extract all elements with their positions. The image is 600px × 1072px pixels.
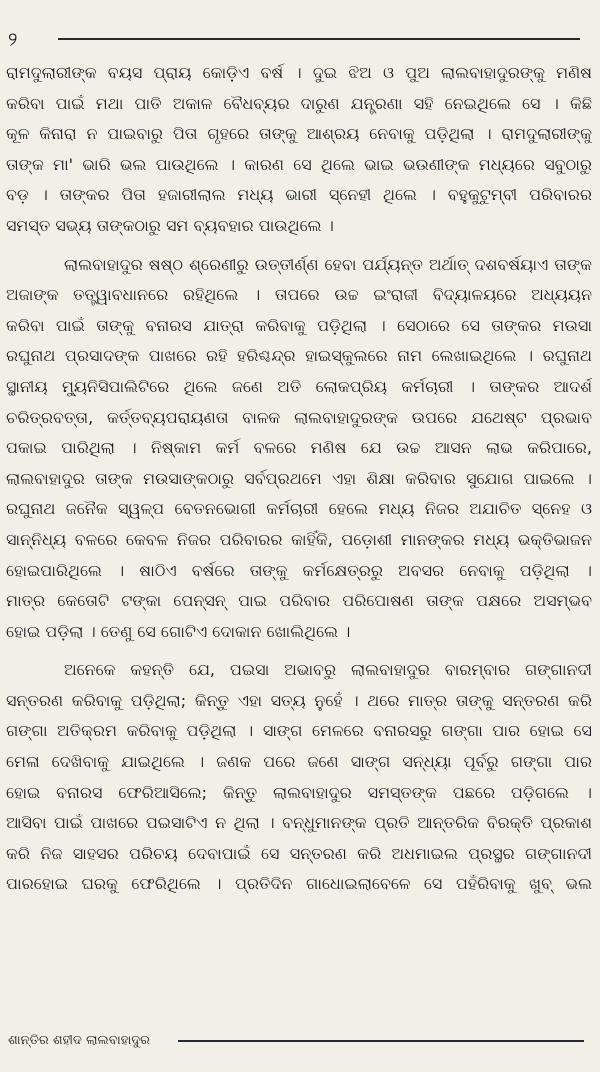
header-rule	[58, 38, 580, 40]
text-line: କରି ନିଜ ସାହସର ପରିଚୟ ଦେବାପାଇଁ ସେ ସନ୍ତରଣ କରି ଅଧମାଇଲ ପ୍ରସ୍ଥର ଗଙ୍ଗାନଦୀ	[6, 843, 592, 863]
text-line: କରିବା ପାଇଁ ତାଙ୍କୁ ବନାରସ ଯାତ୍ରା କରିବାକୁ ପଡ଼ିଥିଲା । ସେଠାରେ ସେ ତାଙ୍କର ମଉସା	[6, 315, 592, 335]
text-line: ମାତ୍ର କେତୋଟି ଟଙ୍କା ପେନ୍‌ସନ୍ ପାଇ ପରିବାର ପରିପୋଷଣ ତାଙ୍କ ପକ୍ଷରେ ଅସମ୍ଭବ	[6, 591, 592, 611]
page-footer	[0, 1030, 600, 1054]
paragraph	[6, 58, 592, 242]
text-line: ବଡ଼ । ତାଙ୍କର ପିତା ହଜାରୀଲାଲ ମଧ୍ୟ ଭାରୀ ସ୍ନେହୀ ଥିଲେ । ବହୁକୁଟୁମ୍ବୀ ପରିବାରର	[6, 185, 592, 205]
text-line: ଗଙ୍ଗା ଅତିକ୍ରମ କରିବାକୁ ପଡ଼ିଥିଲା । ସାଙ୍ଗ ମେଳରେ ବନାରସରୁ ଗଙ୍ଗା ପାର ହୋଇ ସେ	[6, 721, 592, 741]
text-line: ଚରିତ୍ରବତ୍ତା, କର୍ତ୍ତବ୍ୟପରାୟଣତା ବାଳକ ଲାଲବାହାଦୁରଙ୍କ ଉପରେ ଯଥେଷ୍ଟ ପ୍ରଭାବ	[6, 407, 592, 427]
text-line: ପାରହୋଇ ଘରକୁ ଫେରିଥିଲେ । ପ୍ରତିଦିନ ଗାଧୋଇଲାବେଳେ ସେ ପହଁରିବାକୁ ଖୁବ୍ ଭଲ	[6, 874, 592, 894]
text-line: କରିବା ପାଇଁ ମଥା ପାତି ଅକାଳ ବୈଧବ୍ୟର ଦାରୁଣ ଯନ୍ତ୍ରଣା ସହି ନେଇଥିଲେ ସେ । କିଛି	[6, 93, 592, 113]
text-line: ଅଜାଙ୍କ ତତ୍ତ୍ୱାବଧାନରେ ରହିଥିଲେ । ତାପରେ ଉଚ୍ଚ ଇଂରାଜୀ ବିଦ୍ୟାଳୟରେ ଅଧ୍ୟୟନ	[6, 285, 592, 305]
text-line: ଆସିବା ପାଇଁ ପାଖରେ ପଇସାଟିଏ ନ ଥିଲା । ବନ୍ଧୁମାନଙ୍କ ପ୍ରତି ଆନ୍ତରିକ ବିରକ୍ତି ପ୍ରକାଶ	[6, 813, 592, 833]
body-text	[6, 58, 592, 900]
text-line: ହୋଇ ବନାରସ ଫେରିଆସିଲେ; କିନ୍ତୁ ଲାଲବାହାଦୁର ସମସ୍ତଙ୍କ ପଛରେ ପଡ଼ିଗଲେ ।	[6, 782, 592, 802]
text-line: ହୋଇପାରିଥିଲେ । ଷାଠିଏ ବର୍ଷରେ ତାଙ୍କୁ କର୍ମକ୍ଷେତ୍ରରୁ ଅବସର ନେବାକୁ ପଡ଼ିଥିଲା ।	[6, 560, 592, 580]
text-line: ହୋଇ ପଡ଼ିଲା । ତେଣୁ ସେ ଗୋଟିଏ ଦୋକାନ ଖୋଲିଥିଲେ ।	[6, 621, 351, 641]
text-line: ରଘୁନାଥ ଜନୈକ ସ୍ୱଳ୍ପ ବେତନଭୋଗୀ କର୍ମଚାରୀ ହେଲେ ମଧ୍ୟ ନିଜର ଅଯାଚିତ ସ୍ନେହ ଓ	[6, 499, 592, 519]
text-line: ସ୍ଥାନୀୟ ମ୍ୟୁନିସିପାଲିଟିରେ ଥିଲେ ଜଣେ ଅତି ଲୋକପ୍ରିୟ କର୍ମଚାରୀ । ତାଙ୍କର ଆଦର୍ଶ	[6, 376, 592, 396]
text-line: ମେଳା ଦେଖିବାକୁ ଯାଇଥିଲେ । ଜଣକ ପରେ ଜଣେ ସାଙ୍ଗ ସନ୍ଧ୍ୟା ପୂର୍ବରୁ ଗଙ୍ଗା ପାର	[6, 752, 592, 772]
text-line: ଅନେକେ କହନ୍ତି ଯେ, ପଇସା ଅଭାବରୁ ଲାଲବାହାଦୁର ବାରମ୍ବାର ଗଙ୍ଗାନଦୀ	[64, 660, 592, 680]
text-line: ଲାଲବାହାଦୁର ତାଙ୍କ ମଉସାଙ୍କଠାରୁ ସର୍ବପ୍ରଥମେ ଏହା ଶିକ୍ଷା କରିବାର ସୁଯୋଗ ପାଇଲେ ।	[6, 468, 592, 488]
text-line: ତାଙ୍କ ମା' ଭାରି ଭଲ ପାଉଥିଲେ । କାରଣ ସେ ଥିଲେ ଭାଇ ଭଉଣୀଙ୍କ ମଧ୍ୟରେ ସବୁଠାରୁ	[6, 154, 592, 174]
paragraph	[6, 655, 592, 900]
text-line: ପକାଇ ପାରିଥିଲା । ନିଷ୍କାମ କର୍ମ ବଳରେ ମଣିଷ ଯେ ଉଚ୍ଚ ଆସନ ଲାଭ କରିପାରେ,	[6, 438, 592, 458]
text-line: ସାନ୍ନିଧ୍ୟ ବଳରେ କେବଳ ନିଜର ପରିବାରର କାହିଁକି, ପଡ଼ୋଶୀ ମାନଙ୍କର ମଧ୍ୟ ଭକ୍ତିଭାଜନ	[6, 529, 592, 549]
page-number: ୨	[8, 29, 18, 51]
running-title: ଶାନ୍ତିର ଶହୀଦ ଲାଲବାହାଦୁର	[8, 1033, 151, 1048]
text-line: ସମସ୍ତ ସଭ୍ୟ ତାଙ୍କଠାରୁ ସମ ବ୍ୟବହାର ପାଉଥିଲେ ।	[6, 215, 334, 235]
text-line: ସନ୍ତରଣ କରିବାକୁ ପଡ଼ିଥିଲା; କିନ୍ତୁ ଏହା ସତ୍ୟ ନୁହେଁ । ଥରେ ମାତ୍ର ତାଙ୍କୁ ସନ୍ତରଣ କରି	[6, 690, 592, 710]
text-line: ଲାଲବାହାଦୁର ଷଷ୍ଠ ଶ୍ରେଣୀରୁ ଉତ୍ତୀର୍ଣ୍ଣ ହେବା ପର୍ଯ୍ୟନ୍ତ ଅର୍ଥାତ୍ ଦଶବର୍ଷୟାଏ ତାଙ୍କ	[64, 254, 592, 274]
paragraph	[6, 250, 592, 648]
text-line: କୂଳ କିନାରା ନ ପାଇବାରୁ ପିତା ଗୃହରେ ତାଙ୍କୁ ଆଶ୍ରୟ ନେବାକୁ ପଡ଼ିଥିଲା । ରାମଦୁଲାରୀଙ୍କୁ	[6, 124, 592, 144]
page-header	[0, 28, 600, 52]
footer-rule	[178, 1040, 584, 1042]
text-line: ରାମଦୁଲାରୀଙ୍କ ବୟସ ପ୍ରାୟ କୋଡ଼ିଏ ବର୍ଷ । ଦୁଇ ଝିଅ ଓ ପୁଅ ଲାଲବାହାଦୁରଙ୍କୁ ମଣିଷ	[6, 63, 592, 82]
text-line: ରଘୁନାଥ ପ୍ରସାଦଙ୍କ ପାଖରେ ରହି ହରିଶ୍ଚନ୍ଦ୍ର ହାଇସ୍କୁଲରେ ନାମ ଲେଖାଇଥିଲେ । ରଘୁନାଥ	[6, 346, 592, 366]
